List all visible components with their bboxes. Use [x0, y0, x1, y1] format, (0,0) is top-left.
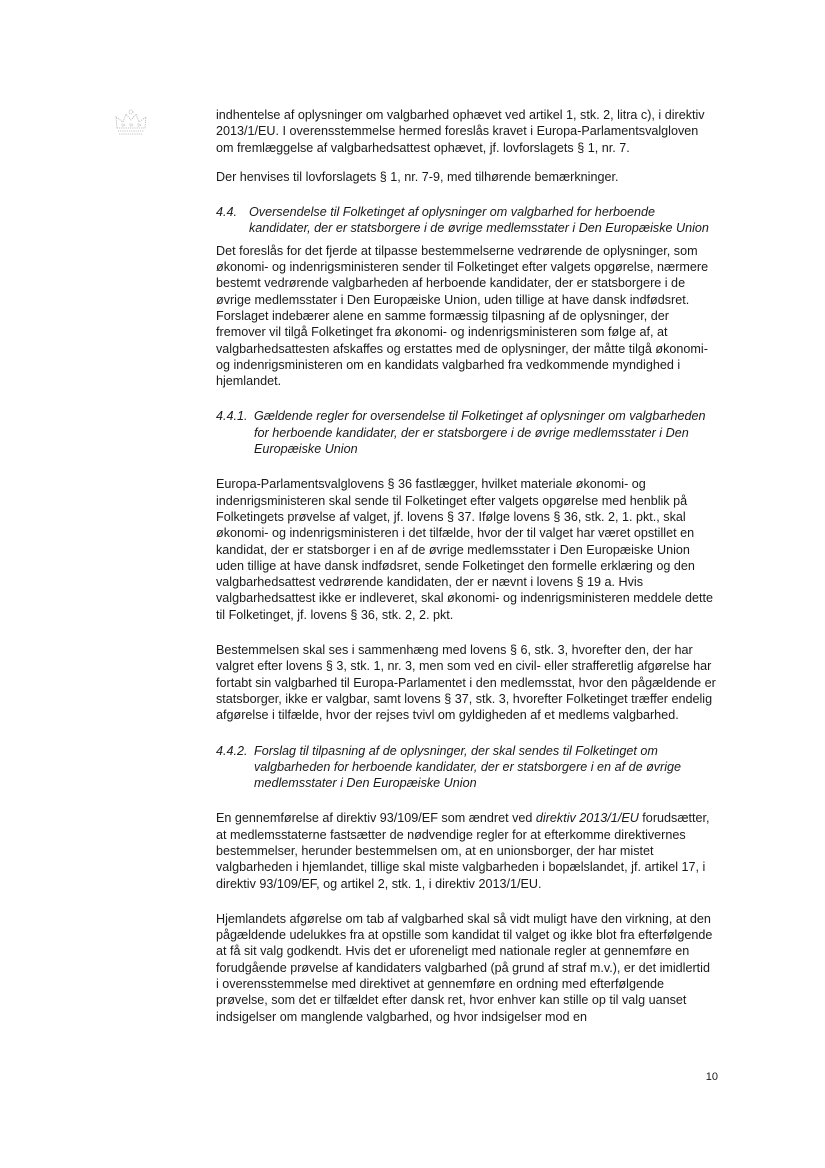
crown-icon [113, 108, 149, 138]
directive-reference: direktiv 2013/1/EU [535, 811, 639, 826]
heading-4-4-2-number: 4.4.2. [216, 743, 248, 758]
document-body [216, 107, 716, 1025]
paragraph-directive-part-a: En gennemførelse af direktiv 93/109/EF som ændret ved [216, 811, 536, 826]
heading-4-4-1 [216, 408, 716, 457]
paragraph-intro: indhentelse af oplysninger om valgbarhed ophævet ved artikel 1, stk. 2, litra c), i direktiv 2013/1/EU. I overensstemmelse hermed foreslås kravet i Europa-Parlamentsvalgloven om fremlæggelse af valgbarhedsattest ophævet, jf. lovforslagets § 1, nr. 7. [216, 108, 705, 155]
paragraph-home-country: Hjemlandets afgørelse om tab af valgbarhed skal så vidt muligt have den virkning, at den pågældende udelukkes fra at opstille som kandidat til valget og ikke blot fra efterfølgende at få sit valg godkendt. Hvis det er uforeneligt med nationale regler at gennemføre en forudgående prøvelse af kandidaters valgbarhed (på grund af straf m.v.), er det imidlertid i overensstemmelse med direktivet at gennemføre en ordning med efterfølgende prøvelse, som det er tilfældet efter dansk ret, hvor enhver kan stille op til valg uanset indsigelser om manglende valgbarhed, og hvor indsigelser mod en [216, 911, 713, 1024]
heading-4-4-1-text: Gældende regler for oversendelse til Folketinget af oplysninger om valgbarheden for herboende kandidater, der er statsborgere i de øvrige medlemsstater i Den Europæiske Union [254, 409, 706, 457]
paragraph-directive-part-b: forudsætter, at medlemsstaterne fastsætter de nødvendige regler for at efterkomme direktivernes bestemmelser, herunder bestemmelsen om, at en unionsborger, der har mistet valgbarheden i hjemlandet, tillige skal miste valgbarheden i bopælslandet, jf. artikel 17, i direktiv 93/109/EF, og artikel 2, stk. 1, i direktiv 2013/1/EU. [216, 811, 710, 891]
paragraph-reference: Der henvises til lovforslagets § 1, nr. 7-9, med tilhørende bemærkninger. [216, 169, 619, 184]
heading-4-4-2 [216, 743, 716, 792]
heading-4-4-2-text: Forslag til tilpasning af de oplysninger, der skal sendes til Folketinget om valgbarheden for herboende kandidater, der er statsborgere i en af de øvrige medlemsstater i Den Europæiske Union [254, 743, 682, 791]
page-number: 10 [705, 1071, 718, 1083]
heading-4-4-1-number: 4.4.1. [216, 409, 248, 424]
heading-4-4-text: Oversendelse til Folketinget af oplysninger om valgbarhed for herboende kandidater, der er statsborgere i de øvrige medlemsstater i Den Europæiske Union [249, 205, 709, 236]
heading-4-4-number: 4.4. [216, 205, 238, 220]
paragraph-context: Bestemmelsen skal ses i sammenhæng med lovens § 6, stk. 3, hvorefter den, der har valgret efter lovens § 3, stk. 1, nr. 3, men som ved en civil- eller strafferetlig afgørelse har fortabt sin valgbarhed til Europa-Parlamentet i den medlemsstat, hvor den pågældende er statsborger, ikke er valgbar, samt lovens § 37, stk. 3, hvorefter Folketinget træffer endelig afgørelse i tilfælde, hvor der rejses tvivl om gyldigheden af et medlems valgbarhed. [216, 643, 716, 723]
paragraph-directive [216, 810, 716, 891]
paragraph-current-rules: Europa-Parlamentsvalglovens § 36 fastlægger, hvilket materiale økonomi- og indenrigsministeren skal sende til Folketinget efter valgets opgørelse med henblik på Folketingets prøvelse af valget, jf. lovens § 37. Ifølge lovens § 36, stk. 2, 1. pkt., skal økonomi- og indenrigsministeren i det tilfælde, hvor der til valget har været opstillet en kandidat, der er statsborger i en af de øvrige medlemsstater i Den Europæiske Union uden tillige at have dansk indfødsret, sende Folketinget den formelle erklæring og den valgbarhedsattest vedrørende kandidaten, der er nævnt i lovens § 19 a. Hvis valgbarhedsattest ikke er indleveret, skal økonomi- og indenrigsministeren meddele dette til Folketinget, jf. lovens § 36, stk. 2, 2. pkt. [216, 477, 714, 622]
heading-4-4 [216, 204, 716, 237]
paragraph-proposal: Det foreslås for det fjerde at tilpasse bestemmelserne vedrørende de oplysninger, som økonomi- og indenrigsministeren sender til Folketinget efter valgets opgørelse, nærmere bestemt vedrørende valgbarheden af herboende kandidater, der er statsborgere i de øvrige medlemsstater i Den Europæiske Union, uden tillige at have dansk indfødsret. Forslaget indebærer alene en samme formæssig tilpasning af de oplysninger, der fremover vil tilgå Folketinget fra økonomi- og indenrigsministeren som følge af, at valgbarhedsattesten afskaffes og erstattes med de oplysninger, der måtte tilgå økonomi- og indenrigsministeren om en kandidats valgbarhed fra vedkommende myndighed i hjemlandet. [216, 243, 709, 389]
